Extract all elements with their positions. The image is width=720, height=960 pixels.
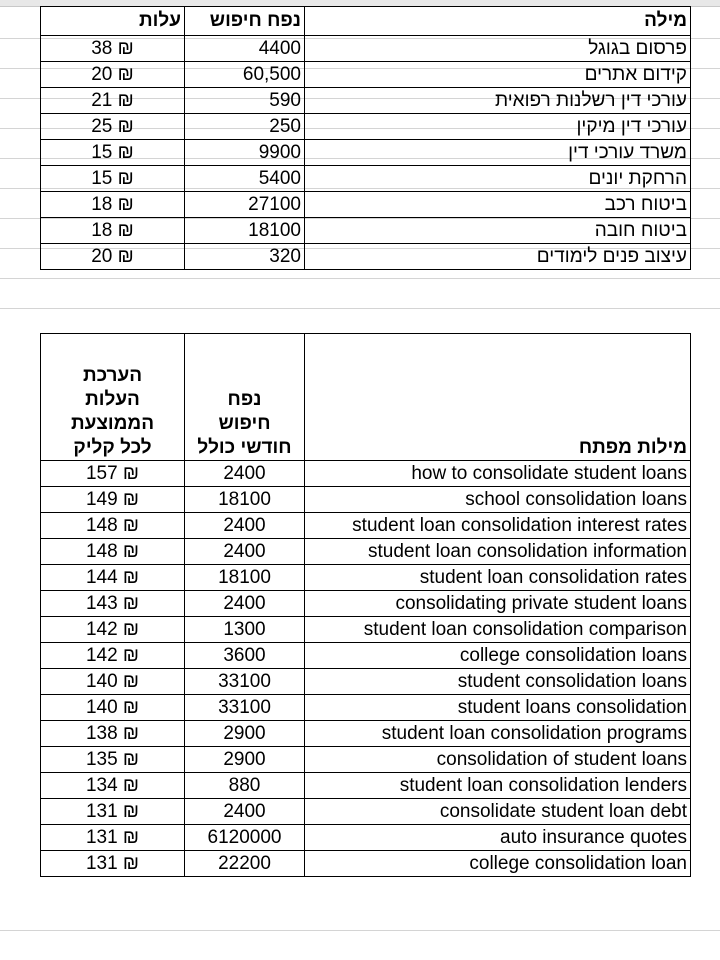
gridline [0, 308, 720, 309]
volume-cell[interactable]: 1300 [185, 617, 305, 643]
cost-cell[interactable]: ₪ 142 [41, 617, 185, 643]
keyword-cell[interactable] [305, 747, 691, 773]
volume-column-header[interactable] [185, 334, 305, 461]
volume-cell[interactable]: 880 [185, 773, 305, 799]
table-row [41, 487, 691, 513]
keyword-cell[interactable] [305, 643, 691, 669]
keyword-cell-text: student loan consolidation programs [381, 722, 687, 744]
keyword-cell-text: auto insurance quotes [500, 826, 687, 848]
table-row [41, 114, 691, 140]
table-row [41, 140, 691, 166]
cost-cell[interactable]: ₪ 20 [41, 244, 185, 270]
volume-cell[interactable]: 18100 [185, 487, 305, 513]
volume-header-line: חיפוש [218, 413, 271, 434]
keyword-cpc-table [40, 333, 691, 877]
table-row [41, 244, 691, 270]
volume-cell[interactable]: 33100 [185, 695, 305, 721]
cost-cell[interactable]: ₪ 131 [41, 799, 185, 825]
word-cell[interactable]: עורכי דין מיקין [305, 114, 691, 140]
table-row [41, 773, 691, 799]
cost-cell[interactable]: ₪ 18 [41, 218, 185, 244]
keyword-cell[interactable] [305, 513, 691, 539]
keyword-cell[interactable] [305, 851, 691, 877]
table-row [41, 461, 691, 487]
table-row [41, 192, 691, 218]
gridline [0, 278, 720, 279]
keyword-cell-text: student loan consolidation comparison [363, 618, 687, 640]
volume-cell[interactable]: 2400 [185, 539, 305, 565]
cost-cell[interactable]: ₪ 142 [41, 643, 185, 669]
table-row [41, 695, 691, 721]
volume-cell[interactable]: 2400 [185, 799, 305, 825]
volume-cell[interactable]: 4400 [185, 36, 305, 62]
cost-cell[interactable]: ₪ 15 [41, 140, 185, 166]
cost-column-header[interactable] [41, 334, 185, 461]
keyword-column-header[interactable]: מילות מפתח [305, 334, 691, 461]
keyword-cell[interactable] [305, 669, 691, 695]
keyword-cell-text: how to consolidate student loans [411, 462, 687, 484]
keyword-cell[interactable] [305, 565, 691, 591]
keyword-cell[interactable] [305, 487, 691, 513]
table-row [41, 36, 691, 62]
keyword-cell-text: student loans consolidation [457, 696, 687, 718]
keyword-cell[interactable] [305, 721, 691, 747]
table-row [41, 539, 691, 565]
keyword-cell[interactable] [305, 825, 691, 851]
keyword-cell-text: consolidate student loan debt [439, 800, 687, 822]
word-cell[interactable]: ביטוח רכב [305, 192, 691, 218]
keyword-cell[interactable] [305, 461, 691, 487]
cost-cell[interactable]: ₪ 148 [41, 513, 185, 539]
table-row [41, 218, 691, 244]
cost-cell[interactable]: ₪ 15 [41, 166, 185, 192]
cost-cell[interactable]: ₪ 25 [41, 114, 185, 140]
cost-cell[interactable]: ₪ 149 [41, 487, 185, 513]
volume-cell[interactable]: 9900 [185, 140, 305, 166]
volume-cell[interactable]: 590 [185, 88, 305, 114]
cost-cell[interactable]: ₪ 138 [41, 721, 185, 747]
table-row [41, 669, 691, 695]
volume-cell[interactable]: 320 [185, 244, 305, 270]
volume-header-line: חודשי כולל [197, 437, 292, 458]
volume-cell[interactable]: 22200 [185, 851, 305, 877]
cost-cell[interactable]: ₪ 144 [41, 565, 185, 591]
cost-header-line: הממוצעת [70, 413, 155, 434]
volume-cell[interactable]: 18100 [185, 218, 305, 244]
table-row [41, 825, 691, 851]
keyword-cell-text: college consolidation loan [469, 852, 687, 874]
volume-cell[interactable]: 2400 [185, 591, 305, 617]
word-cell[interactable]: הרחקת יונים [305, 166, 691, 192]
keyword-cell[interactable] [305, 539, 691, 565]
table-row [41, 721, 691, 747]
keyword-cell-text: consolidation of student loans [436, 748, 687, 770]
volume-cell[interactable]: 18100 [185, 565, 305, 591]
cost-cell[interactable]: ₪ 143 [41, 591, 185, 617]
cost-cell[interactable]: ₪ 21 [41, 88, 185, 114]
word-column-header[interactable]: מילה [305, 7, 691, 36]
volume-column-header[interactable]: נפח חיפוש [185, 7, 305, 36]
table-row [41, 88, 691, 114]
volume-cell[interactable]: 6120000 [185, 825, 305, 851]
cost-cell[interactable]: ₪ 148 [41, 539, 185, 565]
keyword-cell[interactable] [305, 799, 691, 825]
word-cell[interactable]: ביטוח חובה [305, 218, 691, 244]
table-row [41, 591, 691, 617]
volume-cell[interactable]: 2900 [185, 721, 305, 747]
volume-cell[interactable]: 33100 [185, 669, 305, 695]
volume-cell[interactable]: 3600 [185, 643, 305, 669]
keyword-cell[interactable] [305, 695, 691, 721]
cost-header-line: העלות [85, 389, 140, 410]
word-cell[interactable]: משרד עורכי דין [305, 140, 691, 166]
cost-cell[interactable]: ₪ 18 [41, 192, 185, 218]
table-row [41, 62, 691, 88]
keyword-cell-text: college consolidation loans [459, 644, 687, 666]
cost-cell[interactable]: ₪ 38 [41, 36, 185, 62]
table-row [41, 851, 691, 877]
table-header-row [41, 334, 691, 461]
volume-cell[interactable]: 2900 [185, 747, 305, 773]
cost-cell[interactable]: ₪ 131 [41, 825, 185, 851]
keyword-cell-text: student loan consolidation interest rates [352, 514, 687, 536]
table-row [41, 513, 691, 539]
volume-cell[interactable]: 250 [185, 114, 305, 140]
cost-column-header[interactable]: עלות [41, 7, 185, 36]
table-row [41, 799, 691, 825]
cost-cell[interactable]: ₪ 140 [41, 669, 185, 695]
volume-cell[interactable]: 5400 [185, 166, 305, 192]
cost-cell[interactable]: ₪ 135 [41, 747, 185, 773]
volume-cell[interactable]: 2400 [185, 461, 305, 487]
keyword-cell-text: consolidating private student loans [395, 592, 687, 614]
cost-cell[interactable]: ₪ 131 [41, 851, 185, 877]
table-row [41, 166, 691, 192]
volume-cell[interactable]: 60,500 [185, 62, 305, 88]
table-header-row [41, 7, 691, 36]
cost-header-line: לכל קליק [73, 437, 152, 458]
keyword-cell[interactable] [305, 591, 691, 617]
word-cell[interactable]: עורכי דין רשלנות רפואית [305, 88, 691, 114]
word-cell[interactable]: עיצוב פנים לימודים [305, 244, 691, 270]
word-cell[interactable]: פרסום בגוגל [305, 36, 691, 62]
volume-cell[interactable]: 2400 [185, 513, 305, 539]
table-row [41, 643, 691, 669]
keyword-cell[interactable] [305, 773, 691, 799]
word-cell[interactable]: קידום אתרים [305, 62, 691, 88]
cost-header-line: הערכת [82, 365, 143, 386]
keyword-cost-table [40, 6, 691, 270]
keyword-cell-text: student loan consolidation rates [419, 566, 687, 588]
cost-cell[interactable]: ₪ 157 [41, 461, 185, 487]
gridline [0, 930, 720, 931]
keyword-cell-text: student loan consolidation information [368, 540, 687, 562]
table-row [41, 617, 691, 643]
volume-header-line: נפח [227, 389, 262, 410]
keyword-cell-text: student loan consolidation lenders [399, 774, 687, 796]
keyword-cell-text: student consolidation loans [457, 670, 687, 692]
keyword-cell[interactable] [305, 617, 691, 643]
cost-cell[interactable]: ₪ 134 [41, 773, 185, 799]
keyword-cell-text: school consolidation loans [465, 488, 687, 510]
table-row [41, 565, 691, 591]
volume-cell[interactable]: 27100 [185, 192, 305, 218]
table-row [41, 747, 691, 773]
cost-cell[interactable]: ₪ 140 [41, 695, 185, 721]
cost-cell[interactable]: ₪ 20 [41, 62, 185, 88]
